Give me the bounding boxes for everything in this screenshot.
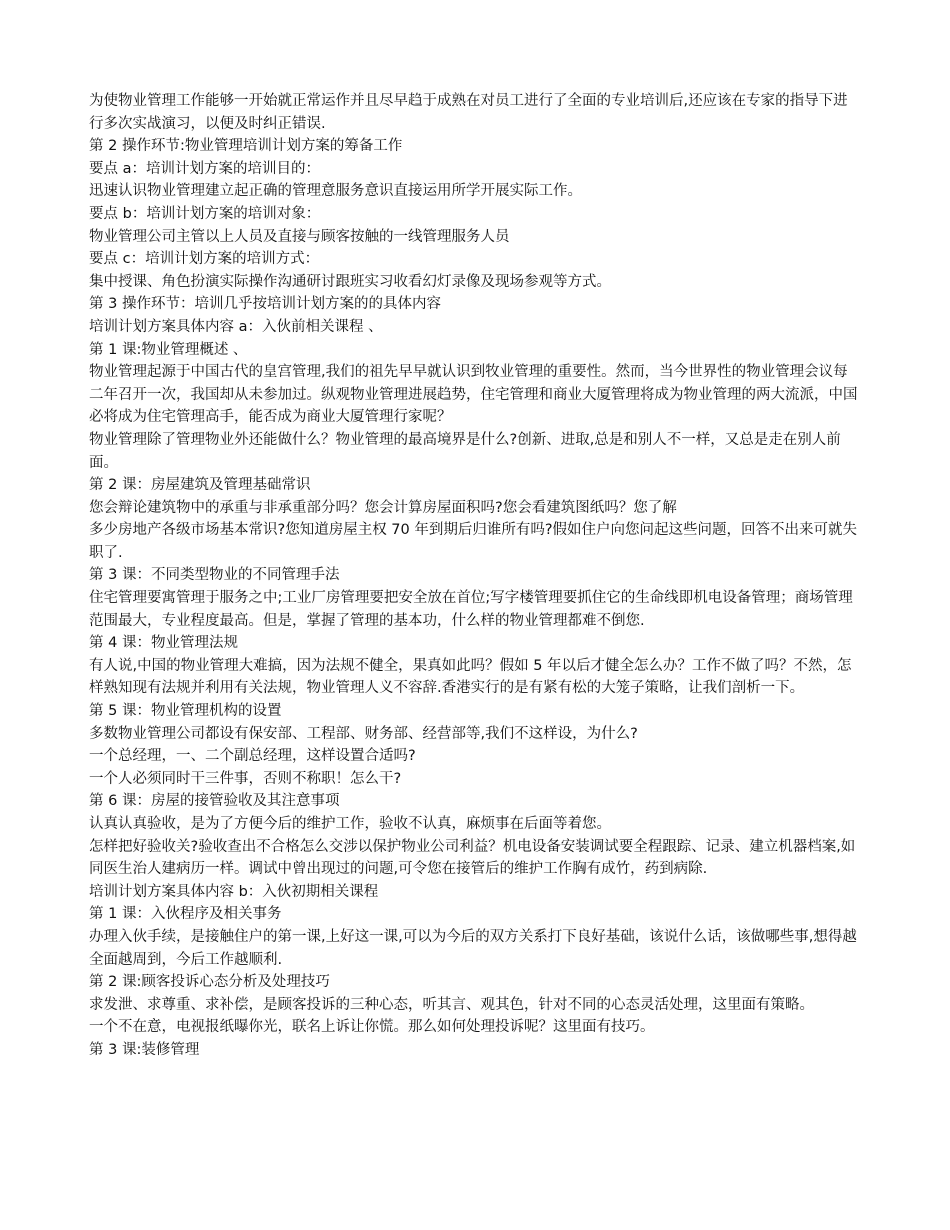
body-paragraph: 集中授课、角色扮演实际操作沟通研讨跟班实习收看幻灯录像及现场参观等方式。	[89, 273, 611, 290]
body-paragraph: 认真认真验收，是为了方便今后的维护工作，验收不认真，麻烦事在后面等着您。	[89, 816, 611, 832]
body-paragraph: 迅速认识物业管理建立起正确的管理意服务意识直接运用所学开展实际工作。	[89, 183, 582, 200]
body-paragraph: 多数物业管理公司都设有保安部、工程部、财务部、经营部等,我们不这样设，为什么?	[89, 725, 638, 742]
body-paragraph: 一个人必须同时干三件事，否则不称职！怎么干?	[89, 770, 402, 787]
lesson-heading: 第 6 课：房屋的接管验收及其注意事项	[89, 793, 340, 810]
key-point-heading: 要点 c：培训计划方案的培训方式：	[89, 251, 320, 268]
lesson-heading: 第 1 课:物业管理概述 、	[89, 341, 248, 358]
lesson-heading: 第 3 课：不同类型物业的不同管理手法	[89, 567, 340, 584]
key-point-heading: 要点 a：培训计划方案的培训目的：	[89, 160, 320, 177]
body-paragraph: 有人说,中国的物业管理大难搞，因为法规不健全，果真如此吗？假如 5 年以后才健全怎么办？工作不做了吗？不然，怎样熟知现有法规并利用有关法规，物业管理人义不容辞.香港实行的是有紧有松的大笼子策略，让我们剖析一下。	[89, 657, 852, 697]
body-paragraph: 您会辩论建筑物中的承重与非承重部分吗？您会计算房屋面积吗?您会看建筑图纸吗？您了解	[89, 499, 677, 516]
body-paragraph: 怎样把好验收关?验收查出不合格怎么交涉以保护物业公司利益？机电设备安装调试要全程跟踪、记录、建立机器档案,如同医生治人建病历一样。调试中曾出现过的问题,可令您在接管后的维护工作胸有成竹，药到病除.	[89, 838, 856, 878]
body-paragraph: 物业管理起源于中国古代的皇宫管理,我们的祖先早早就认识到牧业管理的重要性。然而，当今世界性的物业管理会议每二年召开一次，我国却从未参加过。纵观物业管理进展趋势，住宅管理和商业大厦管理将成为物业管理的两大流派，中国必将成为住宅管理高手，能否成为商业大厦管理行家呢？	[89, 364, 858, 426]
lesson-heading: 第 2 课：房屋建筑及管理基础常识	[89, 477, 311, 494]
content-heading: 培训计划方案具体内容 b：入伙初期相关课程	[89, 883, 379, 900]
lesson-heading: 第 1 课：入伙程序及相关事务	[89, 906, 282, 923]
body-paragraph: 为使物业管理工作能够一开始就正常运作并且尽早趋于成熟在对员工进行了全面的专业培训后,还应该在专家的指导下进行多次实战演习，以便及时纠正错误.	[89, 93, 848, 132]
section-heading: 第 3 操作环节：培训几乎按培训计划方案的的具体内容	[89, 296, 441, 313]
lesson-heading: 第 5 课：物业管理机构的设置	[89, 703, 282, 720]
content-heading: 培训计划方案具体内容 a：入伙前相关课程 、	[89, 318, 383, 335]
body-paragraph: 物业管理公司主管以上人员及直接与顾客按触的一线管理服务人员	[89, 228, 510, 245]
body-paragraph: 求发泄、求尊重、求补偿，是顾客投诉的三种心态，听其言、观其色，针对不同的心态灵活处理，这里面有策略。	[89, 996, 814, 1013]
key-point-heading: 要点 b：培训计划方案的培训对象：	[89, 205, 321, 222]
body-paragraph: 一个总经理，一、二个副总经理，这样设置合适吗?	[89, 748, 416, 765]
document-page	[89, 90, 861, 1062]
lesson-heading: 第 4 课：物业管理法规	[89, 635, 238, 652]
body-paragraph: 住宅管理要寓管理于服务之中;工业厂房管理要把安全放在首位;写字楼管理要抓住它的生命线即机电设备管理；商场管理范围最大，专业程度最高。但是，掌握了管理的基本功，什么样的物业管理都难不倒您.	[89, 590, 853, 629]
body-paragraph: 物业管理除了管理物业外还能做什么？物业管理的最高境界是什么?创新、进取,总是和别人不一样，又总是走在别人前面。	[89, 431, 841, 471]
section-heading: 第 2 操作环节:物业管理培训计划方案的筹备工作	[89, 138, 403, 155]
body-paragraph: 一个不在意，电视报纸曝你光，联名上诉让你慌。那么如何处理投诉呢？这里面有技巧。	[89, 1019, 655, 1036]
lesson-heading: 第 3 课:装修管理	[89, 1041, 200, 1058]
lesson-heading: 第 2 课:顾客投诉心态分析及处理技巧	[89, 974, 330, 991]
body-paragraph: 办理入伙手续，是接触住户的第一课,上好这一课,可以为今后的双方关系打下良好基础，该说什么话，该做哪些事,想得越全面越周到，今后工作越顺利.	[89, 928, 857, 968]
body-paragraph: 多少房地产各级市场基本常识?您知道房屋主权 70 年到期后归谁所有吗?假如住户向您问起这些问题，回答不出来可就失职了.	[89, 522, 858, 561]
